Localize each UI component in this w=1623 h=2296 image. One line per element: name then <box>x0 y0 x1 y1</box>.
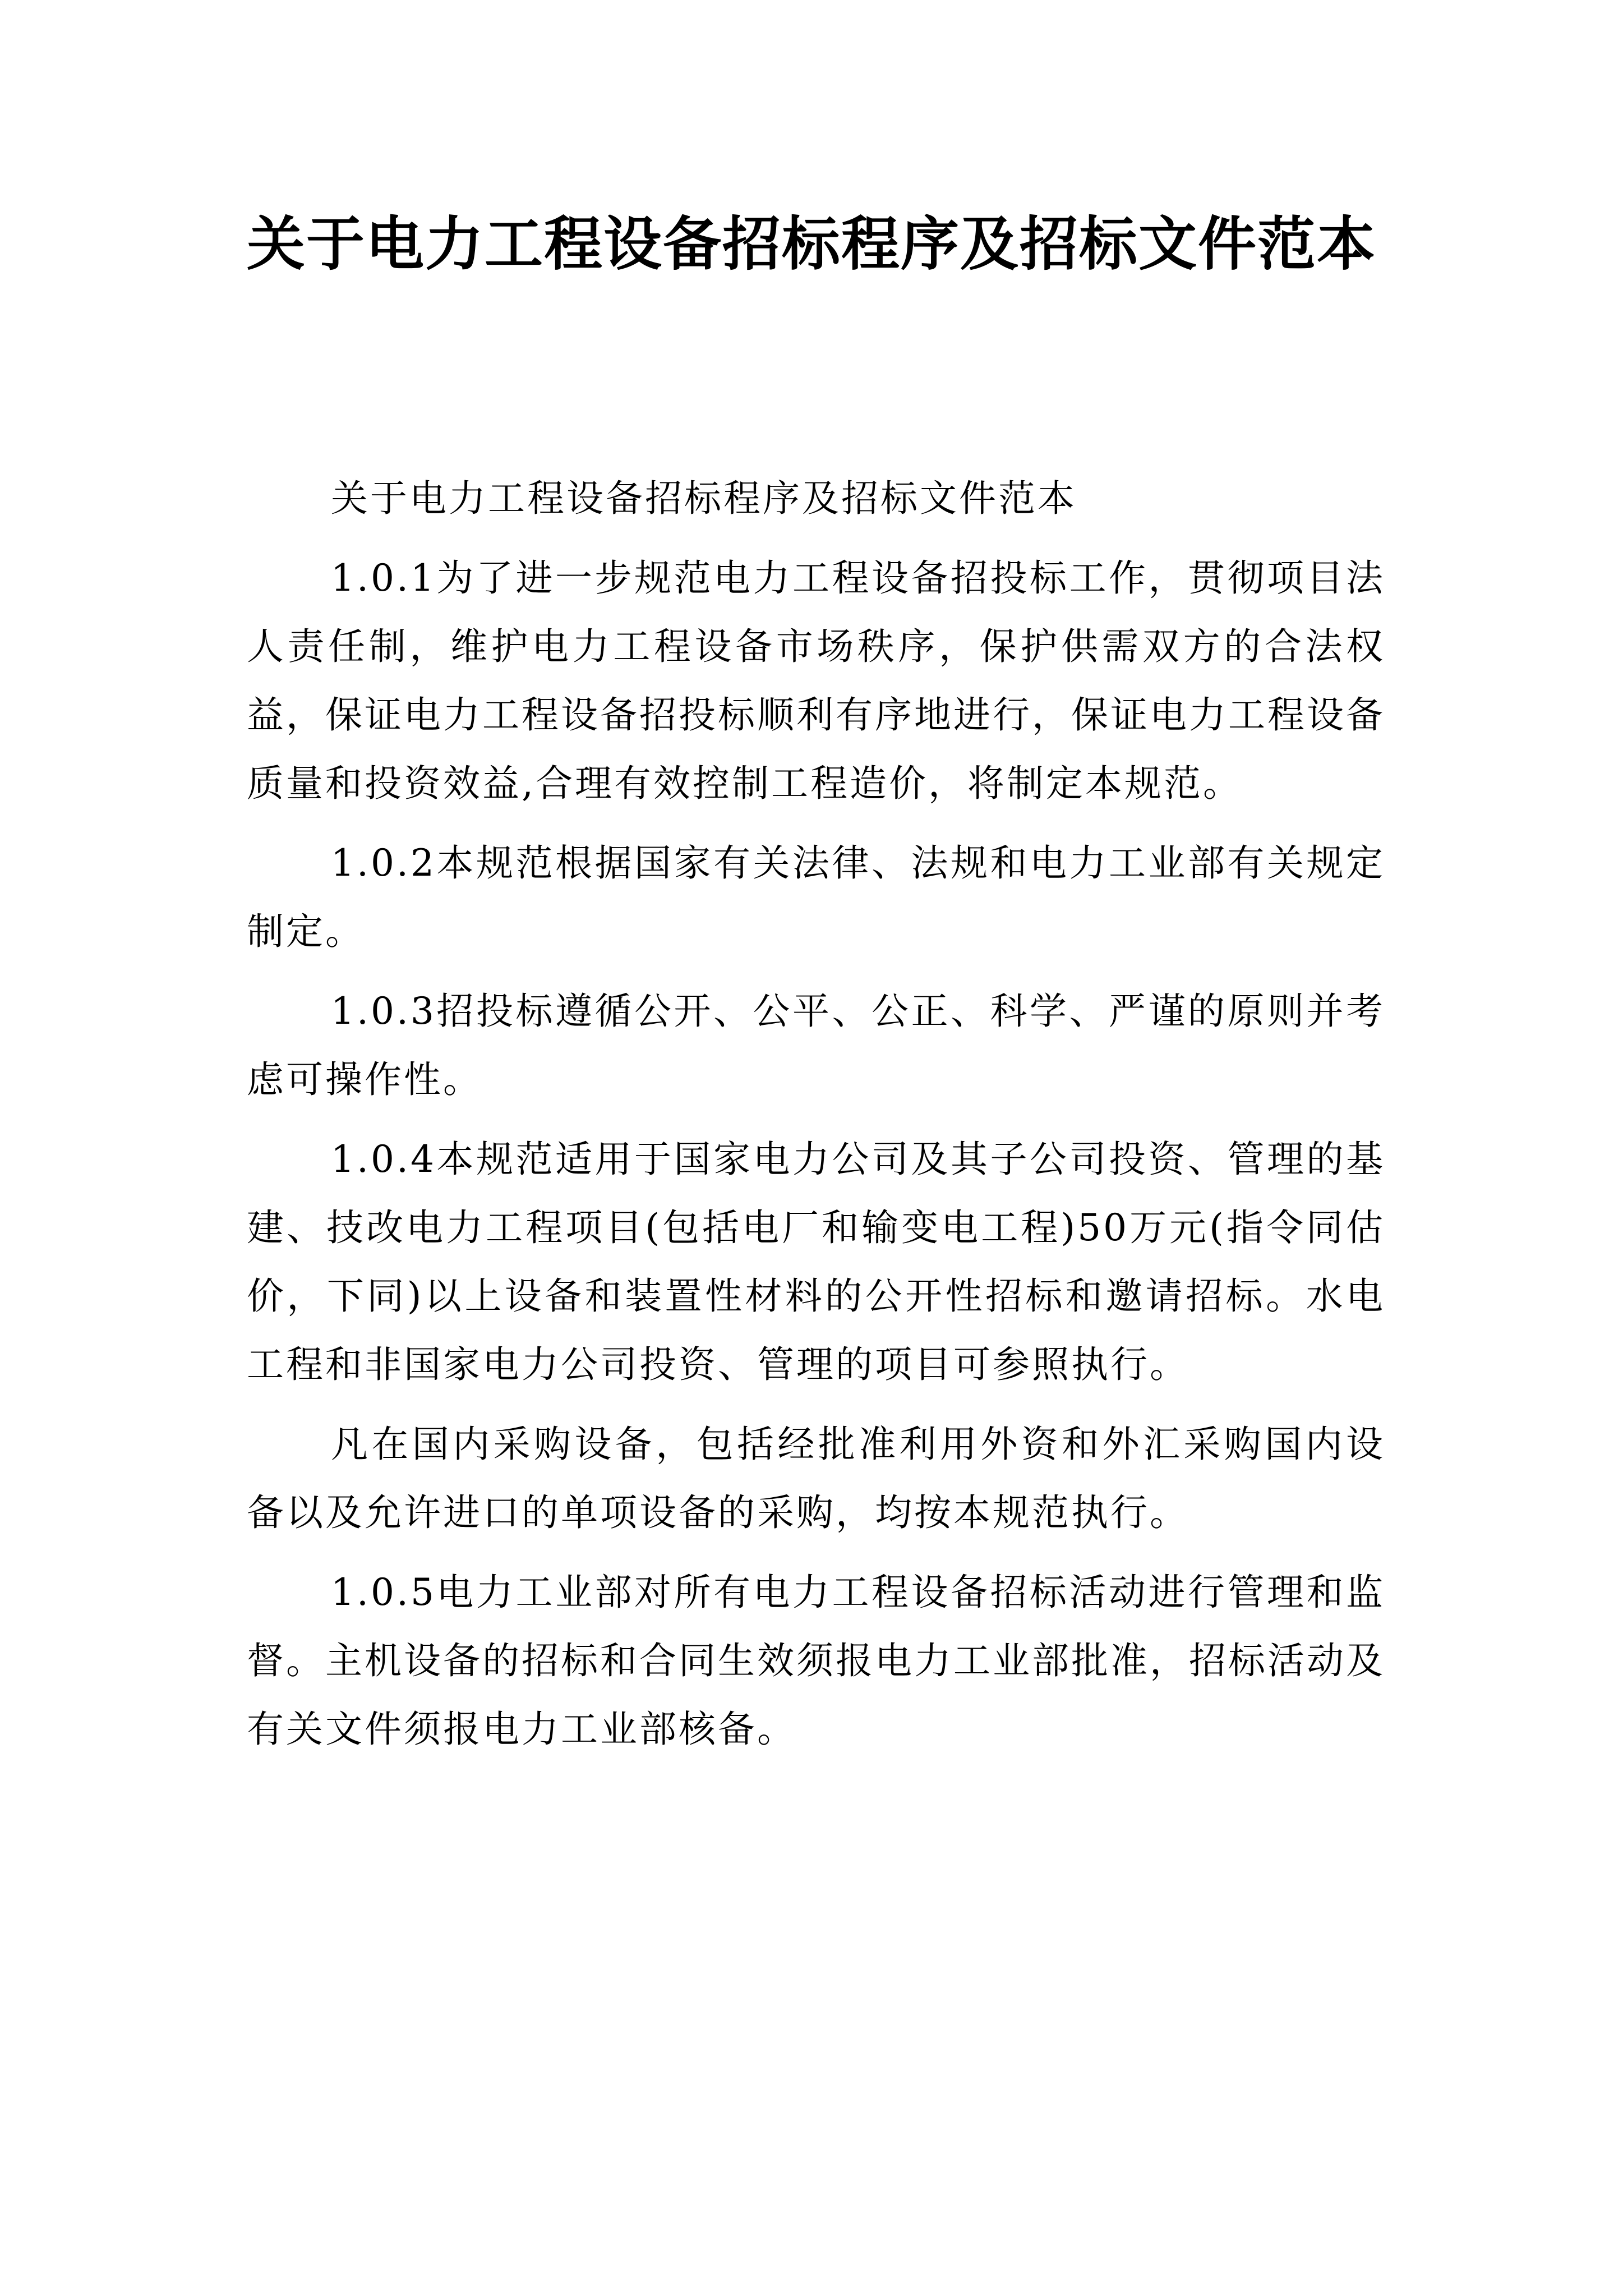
paragraph-domestic-procurement: 凡在国内采购设备，包括经批准利用外资和外汇采购国内设备以及允许进口的单项设备的采购，均按本规范执行。 <box>247 1423 1385 1534</box>
paragraph-heading: 关于电力工程设备招标程序及招标文件范本 <box>331 477 1077 520</box>
document-title: 关于电力工程设备招标程序及招标文件范本 <box>247 210 1377 278</box>
paragraph-1-0-5: 1.0.5电力工业部对所有电力工程设备招标活动进行管理和监督。主机设备的招标和合同生效须报电力工业部批准，招标活动及有关文件须报电力工业部核备。 <box>247 1571 1385 1751</box>
paragraph-1-0-4: 1.0.4本规范适用于国家电力公司及其子公司投资、管理的基建、技改电力工程项目(包括电厂和输变电工程)50万元(指令同估价，下同)以上设备和装置性材料的公开性招标和邀请招标。水电工程和非国家电力公司投资、管理的项目可参照执行。 <box>247 1138 1385 1386</box>
document-body <box>247 464 1385 1775</box>
paragraph-1-0-2: 1.0.2本规范根据国家有关法律、法规和电力工业部有关规定制定。 <box>247 841 1385 953</box>
paragraph-1-0-1: 1.0.1为了进一步规范电力工程设备招投标工作，贯彻项目法人责任制，维护电力工程设备市场秩序，保护供需双方的合法权益，保证电力工程设备招投标顺利有序地进行，保证电力工程设备质量和投资效益,合理有效控制工程造价，将制定本规范。 <box>247 556 1385 805</box>
paragraph-1-0-3: 1.0.3招投标遵循公开、公平、公正、科学、严谨的原则并考虑可操作性。 <box>247 990 1385 1101</box>
